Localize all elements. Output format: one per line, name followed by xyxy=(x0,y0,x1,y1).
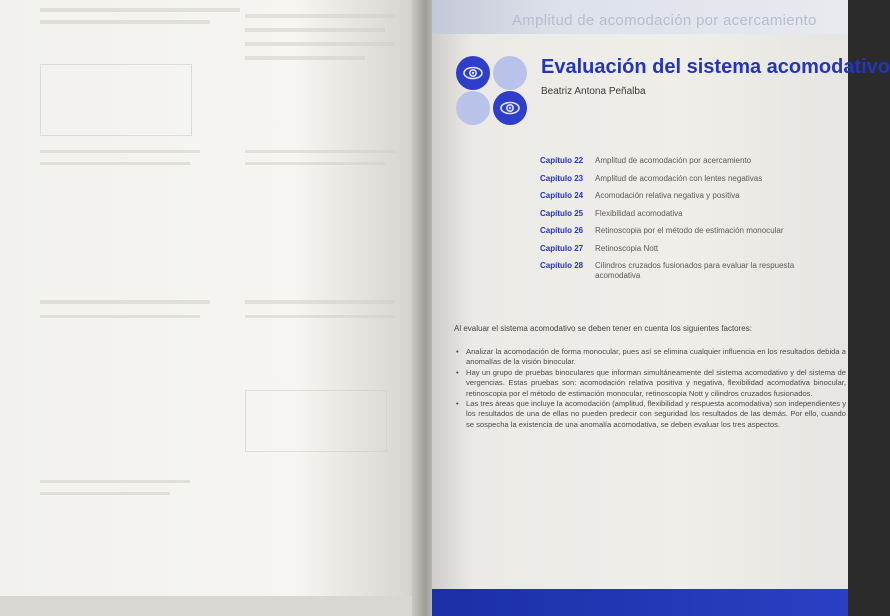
chapter-title: Cilindros cruzados fusionados para evaluar la respuesta acomodativa xyxy=(595,261,795,280)
list-item: • Hay un grupo de pruebas binoculares que informan simultáneamente del sistema acomodativo y del sistema de vergencias. Estas pruebas son: acomodación relativa positiva y negativa, flexibilidad acomodativa binocular, retinoscopia por el método de estimación monocular, retinoscopia Nott y cilindros cruzados fusionados. xyxy=(454,368,846,399)
chapter-row xyxy=(540,156,840,166)
bleed-figure xyxy=(40,64,192,136)
author-name: Beatriz Antona Peñalba xyxy=(541,86,646,97)
chapter-title: Retinoscopia Nott xyxy=(595,243,659,253)
chapter-row xyxy=(540,244,840,254)
page-title: Evaluación del sistema acomodativo xyxy=(541,56,890,78)
bleed-text-line xyxy=(40,162,190,165)
bleed-text-line xyxy=(245,162,385,165)
bottom-color-bar xyxy=(432,589,848,616)
chapter-row xyxy=(540,209,840,219)
bleed-text-line xyxy=(245,56,365,60)
chapter-title: Amplitud de acomodación por acercamiento xyxy=(595,156,752,165)
chapter-row xyxy=(540,226,840,236)
right-page xyxy=(432,0,890,616)
chapter-row xyxy=(540,261,840,281)
bleed-text-line xyxy=(245,150,395,153)
chapter-list xyxy=(540,156,840,289)
list-item: • Las tres áreas que incluye la acomodación (amplitud, flexibilidad y respuesta acomodativa) son independientes y los resultados de una de ellas no pueden predecir con seguridad los resultados de las demás. Por ello, cuando se sospecha la existencia de una anomalía acomodativa, se deben evaluar los tres aspectos. xyxy=(454,399,846,430)
bleed-text-line xyxy=(40,20,210,24)
chapter-number: Capítulo 23 xyxy=(540,173,584,183)
bleed-text-line xyxy=(40,315,200,318)
bleed-text-line xyxy=(40,300,210,304)
bleed-text-line xyxy=(40,480,190,483)
list-item: • Analizar la acomodación de forma monocular, pues así se elimina cualquier influencia en los resultados debida a anomalías de la visión binocular. xyxy=(454,347,846,368)
eye-icon xyxy=(500,101,520,115)
banner-ghost-text: Amplitud de acomodación por acercamiento xyxy=(512,12,817,29)
bleed-text-line xyxy=(245,28,385,32)
chapter-title: Retinoscopia por el método de estimación monocular xyxy=(595,226,784,235)
bleed-text-line xyxy=(40,492,170,495)
left-page-bottom-strip xyxy=(0,596,425,616)
chapter-title: Flexibilidad acomodativa xyxy=(595,208,683,218)
bleed-text-line xyxy=(245,315,395,318)
eye-icon xyxy=(463,66,483,80)
chapter-row xyxy=(540,174,840,184)
chapter-row xyxy=(540,191,840,201)
chapter-title: Amplitud de acomodación con lentes negativas xyxy=(595,173,763,183)
top-banner xyxy=(432,0,848,34)
bleed-text-line xyxy=(40,8,240,12)
decorative-circle xyxy=(456,91,490,125)
eye-icon xyxy=(493,91,527,125)
chapter-number: Capítulo 27 xyxy=(540,243,584,253)
chapter-title: Acomodación relativa negativa y positiva xyxy=(595,191,740,200)
chapter-number: Capítulo 24 xyxy=(540,191,584,200)
bleed-text-line xyxy=(245,14,395,18)
bleed-text-line xyxy=(245,42,395,46)
chapter-number: Capítulo 22 xyxy=(540,156,584,165)
bleed-text-line xyxy=(245,300,395,304)
left-page xyxy=(0,0,425,616)
bleed-figure xyxy=(245,390,387,452)
decorative-circle xyxy=(493,56,527,90)
chapter-number: Capítulo 28 xyxy=(540,261,584,270)
bleed-text-line xyxy=(40,150,200,153)
chapter-number: Capítulo 26 xyxy=(540,226,584,235)
factor-list xyxy=(454,347,846,430)
eye-icon xyxy=(456,56,490,90)
chapter-number: Capítulo 25 xyxy=(540,208,584,218)
intro-paragraph: Al evaluar el sistema acomodativo se deben tener en cuenta los siguientes factores: xyxy=(454,324,752,333)
